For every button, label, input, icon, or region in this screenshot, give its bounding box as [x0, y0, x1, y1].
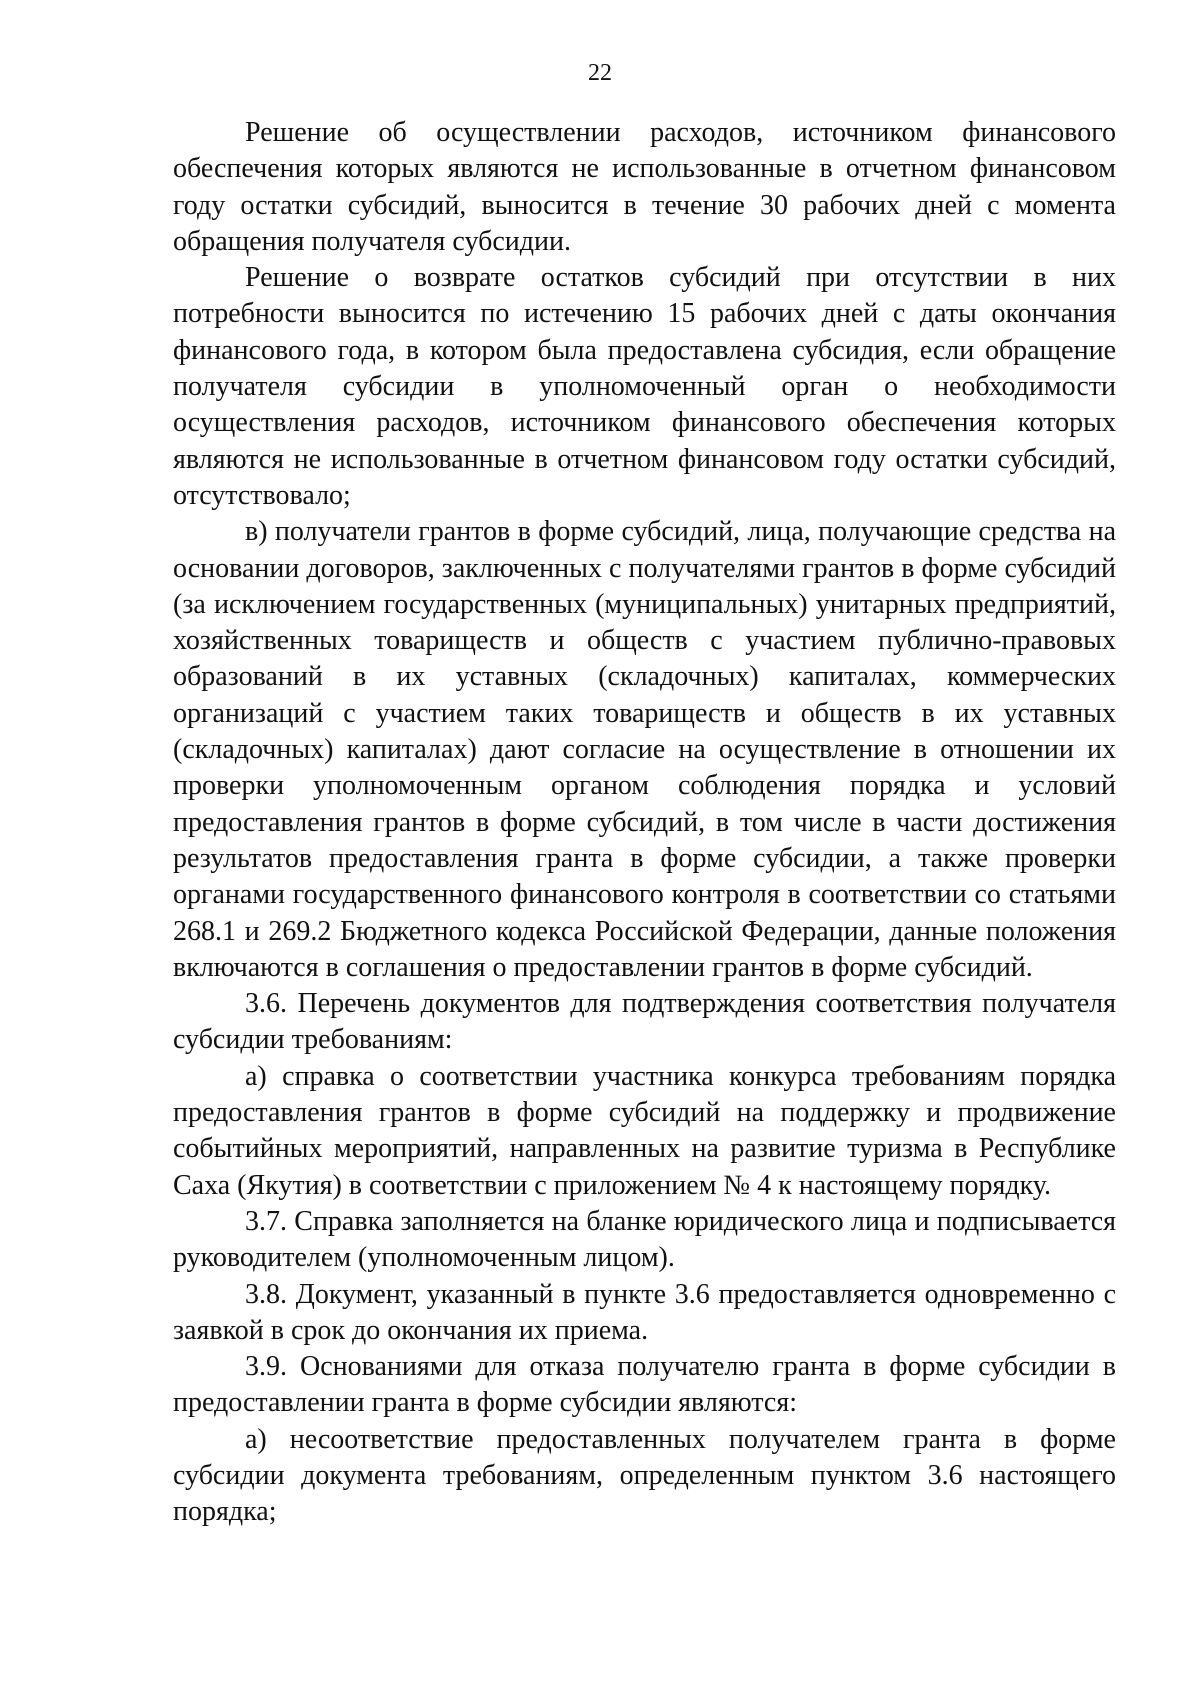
paragraph-return-decision: Решение о возврате остатков субсидий при отсутствии в них потребности выносится по истечению 15 рабочих дней с даты окончания финансового года, в котором была предоставлена субсидия, если обращение получателя субсидии в уполномоченный орган о необходимости осуществления расходов, источником финансового обеспечения которых являются не использованные в отчетном финансовом году остатки субсидий, отсутствовало; [173, 262, 1116, 511]
paragraph-3-7: 3.7. Справка заполняется на бланке юридического лица и подписывается руководителем (уполномоченным лицом). [173, 1205, 1116, 1274]
page-number: 22 [588, 60, 612, 86]
paragraph-3-6: 3.6. Перечень документов для подтверждения соответствия получателя субсидии требованиям: [173, 988, 1116, 1056]
paragraph-expense-decision: Решение об осуществлении расходов, источником финансового обеспечения которых являются не использованные в отчетном финансовом году остатки субсидий, выносится в течение 30 рабочих дней с момента обращения получателя субсидии. [173, 117, 1116, 257]
paragraph-3-9-a: а) несоответствие предоставленных получателем гранта в форме субсидии документа требованиям, определенным пунктом 3.6 настоящего порядка; [173, 1423, 1116, 1528]
paragraph-3-8: 3.8. Документ, указанный в пункте 3.6 предоставляется одновременно с заявкой в срок до окончания их приема. [173, 1278, 1116, 1346]
paragraph-3-9: 3.9. Основаниями для отказа получателю гранта в форме субсидии в предоставлении гранта в форме субсидии являются: [173, 1351, 1116, 1419]
paragraph-3-6-a: а) справка о соответствии участника конкурса требованиям порядка предоставления грантов в форме субсидий на поддержку и продвижение событийных мероприятий, направленных на развитие туризма в Республике Саха (Якутия) в соответствии с приложением № 4 к настоящему порядку. [173, 1060, 1116, 1201]
paragraph-item-v-consent: в) получатели грантов в форме субсидий, лица, получающие средства на основании договоров, заключенных с получателями грантов в форме субсидий (за исключением государственных (муниципальных) унитарных предприятий, хозяйственных товариществ и обществ с участием публично-правовых образований в их уставных (складочных) капиталах, коммерческих организаций с участием таких товариществ и обществ в их уставных (складочных) капиталах) дают согласие на осуществление в отношении их проверки уполномоченным органом соблюдения порядка и условий предоставления грантов в форме субсидий, в том числе в части достижения результатов предоставления гранта в форме субсидии, а также проверки органами государственного финансового контроля в соответствии со статьями 268.1 и 269.2 Бюджетного кодекса Российской Федерации, данные положения включаются в соглашения о предоставлении грантов в форме субсидий. [173, 516, 1116, 983]
document-body [173, 115, 1116, 1531]
